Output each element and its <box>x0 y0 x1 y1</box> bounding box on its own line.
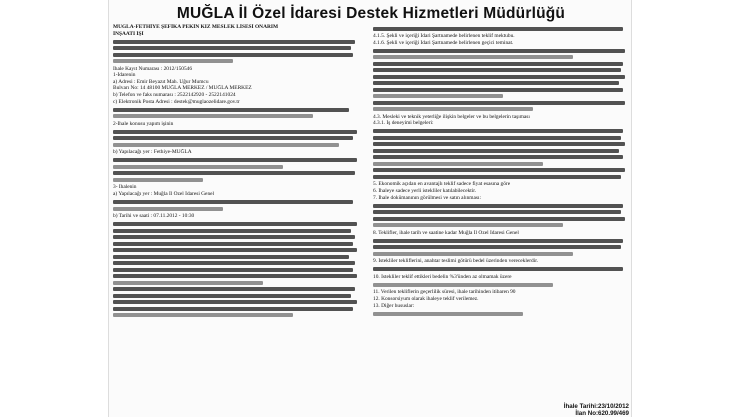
text-line <box>113 235 355 239</box>
text-line <box>373 239 623 243</box>
notice-title: MUĞLA İl Özel İdaresi Destek Hizmetleri Müdürlüğü <box>176 5 566 22</box>
text-line <box>113 40 355 44</box>
documents-item: 7. İhale dokümanının görülmesi ve satın alınması: <box>373 194 481 201</box>
domestic-bidders-item: 6. İhaleye sadece yerli istekliler katılabilecektir. <box>373 187 477 194</box>
text-line <box>113 268 353 272</box>
text-line <box>373 210 621 214</box>
text-line <box>113 229 351 233</box>
text-line <box>373 155 623 159</box>
text-line <box>113 294 351 298</box>
tender-location: a) Yapılacağı yer : Muğla İl Özel İdaresi Genel <box>113 191 215 198</box>
text-line <box>113 300 357 304</box>
text-line <box>373 312 523 316</box>
validity-item: 11. Verilen tekliflerin geçerlilik süresi, ihale tarihinden itibaren 90 <box>373 289 516 296</box>
subject-heading: 2-İhale konusu yapım işinin <box>113 120 174 127</box>
text-line <box>113 46 351 50</box>
text-line <box>373 129 623 133</box>
subject-location: b) Yapılacağı yer : Fethiye-MUĞLA <box>113 149 192 156</box>
text-line <box>113 255 349 259</box>
text-line <box>373 168 625 172</box>
text-line <box>113 313 293 317</box>
text-line <box>113 108 349 112</box>
text-line <box>113 242 353 246</box>
text-line <box>113 158 357 162</box>
guarantee-item: 4.1.6. Şekli ve içeriği İdari Şartnamede belirlenen geçici teminat. <box>373 39 514 46</box>
submission-item: 8. Teklifler, ihale tarih ve saatine kadar Muğla İl Özel İdaresi Genel <box>373 229 519 236</box>
text-line <box>373 283 553 287</box>
text-line <box>373 81 619 85</box>
text-line <box>113 53 353 57</box>
admin-phone: b) Telefon ve faks numarası : 2522142920 - 2522141024 <box>113 92 236 99</box>
text-line <box>373 142 625 146</box>
text-line <box>113 307 353 311</box>
evaluation-item: 5. Ekonomik açıdan en avantajlı teklif sadece fiyat esasına göre <box>373 181 511 188</box>
text-line <box>373 101 625 105</box>
text-line <box>113 59 233 63</box>
text-line <box>113 171 355 175</box>
text-line <box>373 204 623 208</box>
text-line <box>113 143 339 147</box>
text-line <box>373 75 625 79</box>
notice-date: İhale Tarihi:23/10/2012 <box>563 403 629 410</box>
notice-number: İlan No:620.99/469 <box>575 409 629 417</box>
text-line <box>113 261 355 265</box>
text-line <box>113 200 353 204</box>
text-line <box>113 281 263 285</box>
admin-email: c) Elektronik Posta Adresi : destek@muglaozelidare.gov.tr <box>113 98 240 105</box>
notice-frame <box>108 0 632 417</box>
work-title: MUĞLA-FETHİYE ŞEFİKA PEKİN KIZ MESLEK LİSESİ ONARIM <box>113 24 279 30</box>
notice-right-column <box>373 24 629 318</box>
text-line <box>373 217 625 221</box>
text-line <box>373 62 623 66</box>
text-line <box>373 88 623 92</box>
text-line <box>373 149 619 153</box>
text-line <box>113 248 357 252</box>
text-line <box>113 207 223 211</box>
consortium-item: 12. Konsorsiyum olarak ihaleye teklif verilemez. <box>373 296 479 303</box>
experience-docs-item: 4.3.1. İş deneyimi belgeleri: <box>373 120 434 127</box>
offer-letter-item: 4.1.5. Şekli ve içeriği İdari Şartnamede belirlenen teklif mektubu. <box>373 33 515 39</box>
text-line <box>373 175 621 179</box>
admin-address-cont: Bulvarı No: 14 48100 MUĞLA MERKEZ / MUĞLA MERKEZ <box>113 85 252 92</box>
text-line <box>113 274 357 278</box>
text-line <box>373 94 503 98</box>
text-line <box>373 267 623 271</box>
other-item: 13. Diğer hususlar: <box>373 302 415 309</box>
text-line <box>373 223 563 227</box>
text-line <box>113 114 313 118</box>
tender-number: İhale Kayıt Numarası : 2012/150546 <box>113 65 193 72</box>
text-line <box>373 136 621 140</box>
bid-bond-item: 10. İstekliler teklif ettikleri bedelin %3'ünden az olmamak üzere <box>373 273 512 280</box>
text-line <box>373 55 573 59</box>
text-line <box>113 287 355 291</box>
tender-heading: 3- İhalenin <box>113 184 137 191</box>
tender-datetime: b) Tarihi ve saati : 07.11.2012 - 10:30 <box>113 213 195 220</box>
work-title-cont: İNŞAATI İŞİ <box>113 30 144 37</box>
admin-address: a) Adresi : Emir Beyazıt Mah. Uğur Mumcu <box>113 78 209 85</box>
text-line <box>373 68 621 72</box>
notice-footer <box>409 404 629 417</box>
text-line <box>113 130 357 134</box>
text-line <box>113 165 283 169</box>
text-line <box>113 222 357 226</box>
text-line <box>373 27 623 31</box>
turnkey-item: 9. İstekliler tekliflerini, anahtar teslimi götürü bedel üzerinden vereceklerdir. <box>373 258 539 265</box>
text-line <box>113 178 203 182</box>
text-line <box>113 136 353 140</box>
text-line <box>373 245 621 249</box>
text-line <box>373 107 533 111</box>
notice-left-column <box>113 24 361 320</box>
text-line <box>373 49 625 53</box>
text-line <box>373 162 543 166</box>
text-line <box>373 252 573 256</box>
technical-criteria-item: 4.3. Mesleki ve teknik yeterliğe ilişkin belgeler ve bu belgelerin taşıması <box>373 113 530 120</box>
admin-heading: 1-İdarenin <box>113 72 136 79</box>
